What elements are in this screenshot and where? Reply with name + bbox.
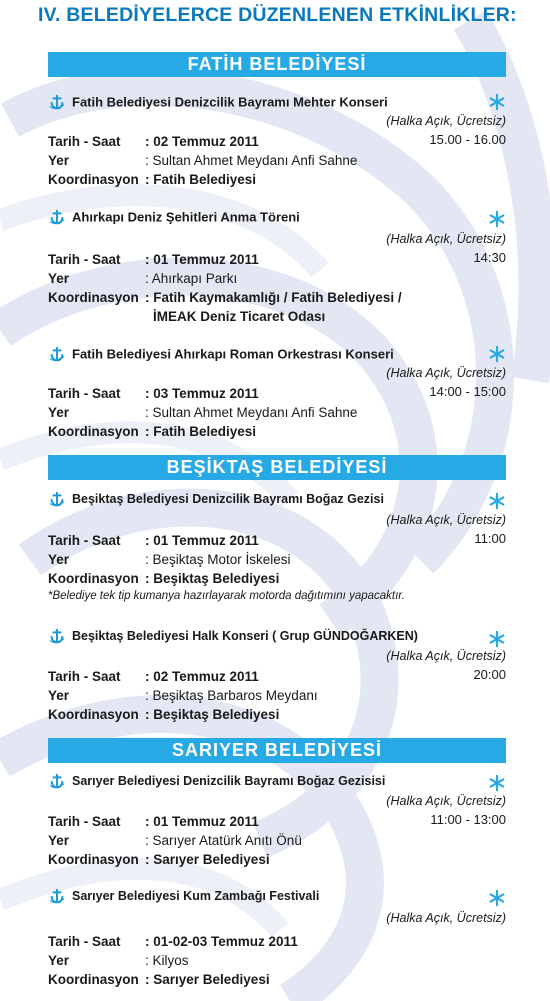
date-label: Tarih - Saat xyxy=(48,814,121,829)
event-title: Beşiktaş Belediyesi Denizcilik Bayramı Boğaz Gezisi xyxy=(72,492,384,506)
event-header xyxy=(48,490,384,510)
event-time: 15.00 - 16.00 xyxy=(429,132,506,147)
coord-value: : Sarıyer Belediyesi xyxy=(145,852,270,867)
coord-value: : Fatih Belediyesi xyxy=(145,172,257,187)
coord-value: : Beşiktaş Belediyesi xyxy=(145,707,280,722)
place-row xyxy=(48,151,358,170)
date-value: : 01 Temmuz 2011 xyxy=(145,814,259,829)
coord-label: Koordinasyon xyxy=(48,972,139,987)
date-value: : 01 Temmuz 2011 xyxy=(145,533,259,548)
place-value: : Kilyos xyxy=(145,953,189,968)
place-row xyxy=(48,269,238,288)
place-label: Yer xyxy=(48,953,70,968)
date-value: : 01-02-03 Temmuz 2011 xyxy=(145,934,298,949)
event-title: Ahırkapı Deniz Şehitleri Anma Töreni xyxy=(72,209,300,225)
event-header xyxy=(48,887,319,907)
coord-row xyxy=(48,970,270,989)
asterisk-icon xyxy=(488,93,506,111)
access-info: (Halka Açık, Ücretsiz) xyxy=(386,794,506,808)
coord-value: : Fatih Kaymakamlığı / Fatih Belediyesi / xyxy=(145,290,402,305)
place-row xyxy=(48,831,302,850)
event-header xyxy=(48,772,385,792)
section-banner-besiktas: BEŞİKTAŞ BELEDİYESİ xyxy=(48,455,506,480)
date-label: Tarih - Saat xyxy=(48,533,121,548)
access-info: (Halka Açık, Ücretsiz) xyxy=(386,649,506,663)
event-time: 14:30 xyxy=(473,250,506,265)
coord-row xyxy=(48,850,270,869)
event-title: Beşiktaş Belediyesi Halk Konseri ( Grup GÜNDOĞARKEN) xyxy=(72,629,418,643)
anchor-icon xyxy=(48,490,66,508)
date-value: : 02 Temmuz 2011 xyxy=(145,669,259,684)
coord-label: Koordinasyon xyxy=(48,424,139,439)
asterisk-icon xyxy=(488,345,506,363)
date-row xyxy=(48,250,259,269)
coord-row xyxy=(48,288,402,307)
event-header xyxy=(48,208,300,228)
place-row xyxy=(48,403,358,422)
event-header xyxy=(48,93,388,113)
date-row xyxy=(48,132,259,151)
coord-value: : Sarıyer Belediyesi xyxy=(145,972,270,987)
coord-label: Koordinasyon xyxy=(48,852,139,867)
date-value: : 01 Temmuz 2011 xyxy=(145,252,259,267)
event-header xyxy=(48,345,394,365)
place-value: : Beşiktaş Motor İskelesi xyxy=(145,552,291,567)
event-title: Sarıyer Belediyesi Kum Zambağı Festivali xyxy=(72,889,320,903)
coord-row xyxy=(48,705,280,724)
date-row xyxy=(48,531,259,550)
place-label: Yer xyxy=(48,688,70,703)
asterisk-icon xyxy=(488,774,506,792)
place-label: Yer xyxy=(48,271,70,286)
place-value: : Sultan Ahmet Meydanı Anfi Sahne xyxy=(145,405,358,420)
place-label: Yer xyxy=(48,552,70,567)
date-label: Tarih - Saat xyxy=(48,386,121,401)
section-banner-fatih: FATİH BELEDİYESİ xyxy=(48,52,506,77)
place-label: Yer xyxy=(48,833,70,848)
access-info: (Halka Açık, Ücretsiz) xyxy=(386,366,506,380)
access-info: (Halka Açık, Ücretsiz) xyxy=(386,114,506,128)
date-label: Tarih - Saat xyxy=(48,669,121,684)
coord-label: Koordinasyon xyxy=(48,172,139,187)
date-row xyxy=(48,667,259,686)
coord-value: : Beşiktaş Belediyesi xyxy=(145,571,280,586)
coord-label: Koordinasyon xyxy=(48,290,139,305)
coord-value: : Fatih Belediyesi xyxy=(145,424,257,439)
anchor-icon xyxy=(48,93,66,111)
date-row xyxy=(48,384,259,403)
anchor-icon xyxy=(48,345,66,363)
coord-label: Koordinasyon xyxy=(48,571,139,586)
anchor-icon xyxy=(48,627,66,645)
place-value: : Sultan Ahmet Meydanı Anfi Sahne xyxy=(145,153,358,168)
section-banner-sariyer: SARIYER BELEDİYESİ xyxy=(48,738,506,763)
place-row xyxy=(48,550,291,569)
page-title: IV. BELEDİYELERCE DÜZENLENEN ETKİNLİKLER: xyxy=(38,4,517,26)
event-time: 11:00 - 13:00 xyxy=(430,812,506,827)
coord-row xyxy=(48,422,257,441)
asterisk-icon xyxy=(488,630,506,648)
place-label: Yer xyxy=(48,153,70,168)
date-label: Tarih - Saat xyxy=(48,934,121,949)
anchor-icon xyxy=(48,772,66,790)
date-row xyxy=(48,932,298,951)
access-info: (Halka Açık, Ücretsiz) xyxy=(386,911,506,925)
event-note: *Belediye tek tip kumanya hazırlayarak motorda dağıtımını yapacaktır. xyxy=(48,590,405,602)
asterisk-icon xyxy=(488,889,506,907)
access-info: (Halka Açık, Ücretsiz) xyxy=(386,513,506,527)
coord-row xyxy=(48,170,257,189)
date-value: : 02 Temmuz 2011 xyxy=(145,134,259,149)
date-row xyxy=(48,812,259,831)
date-label: Tarih - Saat xyxy=(48,252,121,267)
event-title: Fatih Belediyesi Ahırkapı Roman Orkestrası Konseri xyxy=(72,346,394,362)
place-value: : Ahırkapı Parkı xyxy=(145,271,238,286)
date-label: Tarih - Saat xyxy=(48,134,121,149)
place-row xyxy=(48,951,189,970)
place-label: Yer xyxy=(48,405,70,420)
event-time: 11:00 xyxy=(474,531,506,546)
event-title: Sarıyer Belediyesi Denizcilik Bayramı Boğaz Gezisisi xyxy=(72,774,386,788)
place-value: : Sarıyer Atatürk Anıtı Önü xyxy=(145,833,302,848)
coord-value-line2: İMEAK Deniz Ticaret Odası xyxy=(153,309,326,324)
access-info: (Halka Açık, Ücretsiz) xyxy=(386,232,506,246)
date-value: : 03 Temmuz 2011 xyxy=(145,386,259,401)
coord-label: Koordinasyon xyxy=(48,707,139,722)
asterisk-icon xyxy=(488,492,506,510)
coord-row xyxy=(48,569,280,588)
place-row xyxy=(48,686,318,705)
event-title: Fatih Belediyesi Denizcilik Bayramı Mehter Konseri xyxy=(72,94,388,110)
anchor-icon xyxy=(48,887,66,905)
event-header xyxy=(48,627,418,647)
anchor-icon xyxy=(48,208,66,226)
event-time: 20:00 xyxy=(473,667,506,682)
asterisk-icon xyxy=(488,210,506,228)
place-value: : Beşiktaş Barbaros Meydanı xyxy=(145,688,318,703)
event-time: 14:00 - 15:00 xyxy=(429,384,506,399)
